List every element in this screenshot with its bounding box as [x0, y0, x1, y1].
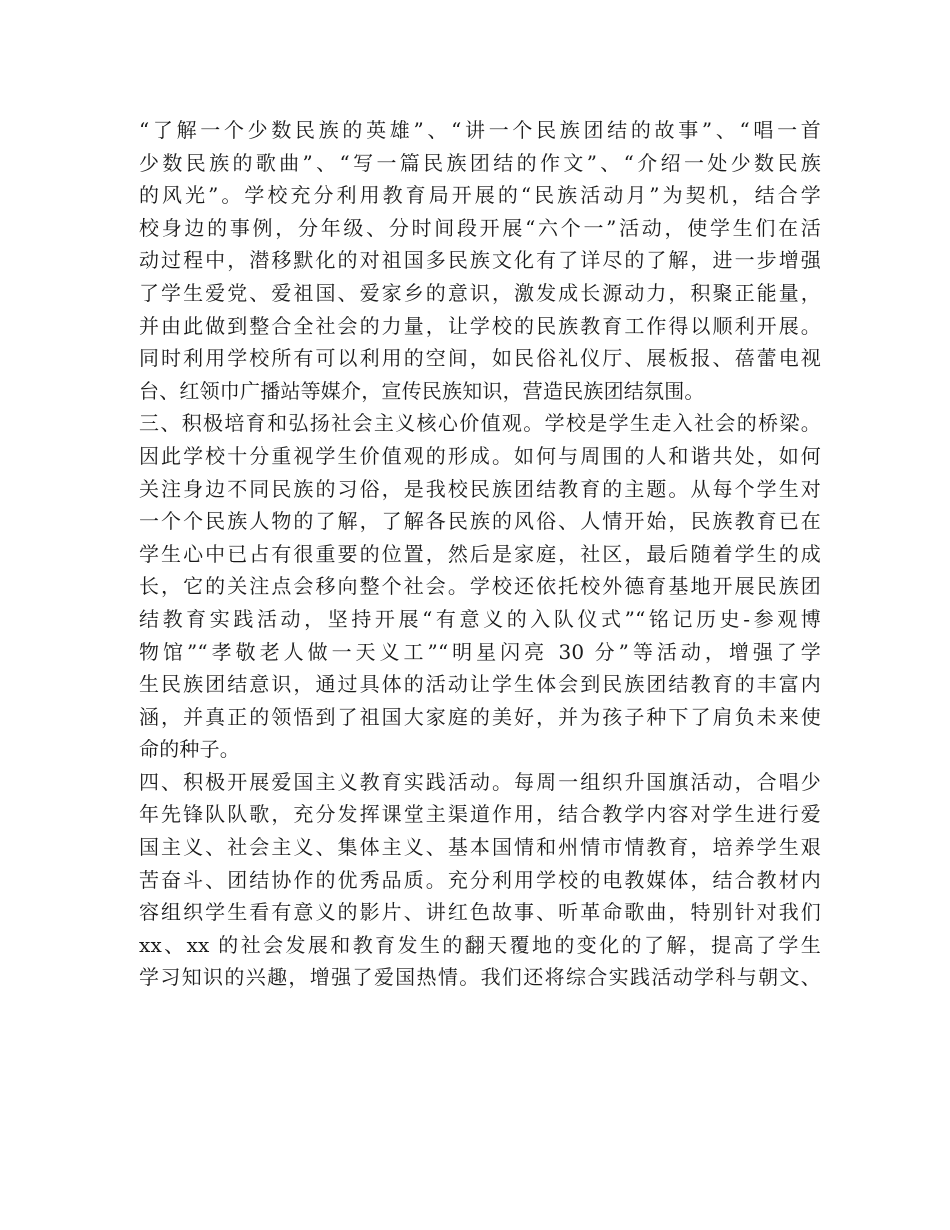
text-line: 因此学校十分重视学生价值观的形成。如何与周围的人和谐共处，如何 [139, 443, 821, 468]
text-line: 学生心中已占有很重要的位置，然后是家庭，社区，最后随着学生的成 [139, 541, 821, 566]
text-line: 了学生爱党、爱祖国、爱家乡的意识，激发成长源动力，积聚正能量， [139, 280, 821, 305]
text-line: 台、红领巾广播站等媒介，宣传民族知识，营造民族团结氛围。 [139, 378, 705, 403]
text-line: 苦奋斗、团结协作的优秀品质。充分利用学校的电教媒体，结合教材内 [139, 867, 821, 892]
text-line: 的风光”。学校充分利用教育局开展的“民族活动月”为契机，结合学 [139, 183, 821, 208]
text-line: 一个个民族人物的了解，了解各民族的风俗、人情开始，民族教育已在 [139, 509, 821, 534]
document-page [139, 114, 821, 994]
text-line: 命的种子。 [139, 737, 240, 762]
text-line: xx、xx 的社会发展和教育发生的翻天覆地的变化的了解，提高了学生 [139, 932, 821, 957]
text-line: 学习知识的兴趣，增强了爱国热情。我们还将综合实践活动学科与朝文、 [139, 965, 821, 990]
text-line: 长，它的关注点会移向整个社会。学校还依托校外德育基地开展民族团 [139, 574, 821, 599]
text-line: 年先锋队队歌，充分发挥课堂主渠道作用，结合教学内容对学生进行爱 [139, 802, 821, 827]
text-line: 三、积极培育和弘扬社会主义核心价值观。学校是学生走入社会的桥梁。 [139, 411, 821, 436]
text-line: “了解一个少数民族的英雄”、“讲一个民族团结的故事”、“唱一首 [139, 118, 821, 142]
text-line: 关注身边不同民族的习俗，是我校民族团结教育的主题。从每个学生对 [139, 476, 821, 501]
text-line: 结教育实践活动，坚持开展“有意义的入队仪式”“铭记历史-参观博 [139, 606, 821, 631]
text-line: 少数民族的歌曲”、“写一篇民族团结的作文”、“介绍一处少数民族 [139, 150, 821, 175]
text-line: 并由此做到整合全社会的力量，让学校的民族教育工作得以顺利开展。 [139, 313, 821, 338]
text-line: 校身边的事例，分年级、分时间段开展“六个一”活动，使学生们在活 [139, 215, 821, 240]
text-line: 容组织学生看有意义的影片、讲红色故事、听革命歌曲，特别针对我们 [139, 900, 821, 925]
text-line: 涵，并真正的领悟到了祖国大家庭的美好，并为孩子种下了肩负未来使 [139, 704, 821, 729]
text-line: 国主义、社会主义、集体主义、基本国情和州情市情教育，培养学生艰 [139, 835, 821, 860]
text-line: 动过程中，潜移默化的对祖国多民族文化有了详尽的了解，进一步增强 [139, 248, 821, 273]
text-line: 四、积极开展爱国主义教育实践活动。每周一组织升国旗活动，合唱少 [139, 769, 821, 794]
text-line: 同时利用学校所有可以利用的空间，如民俗礼仪厅、展板报、蓓蕾电视 [139, 346, 821, 371]
text-line: 生民族团结意识，通过具体的活动让学生体会到民族团结教育的丰富内 [139, 672, 821, 697]
text-line: 物馆”“孝敬老人做一天义工”“明星闪亮 30 分”等活动，增强了学 [139, 639, 821, 664]
